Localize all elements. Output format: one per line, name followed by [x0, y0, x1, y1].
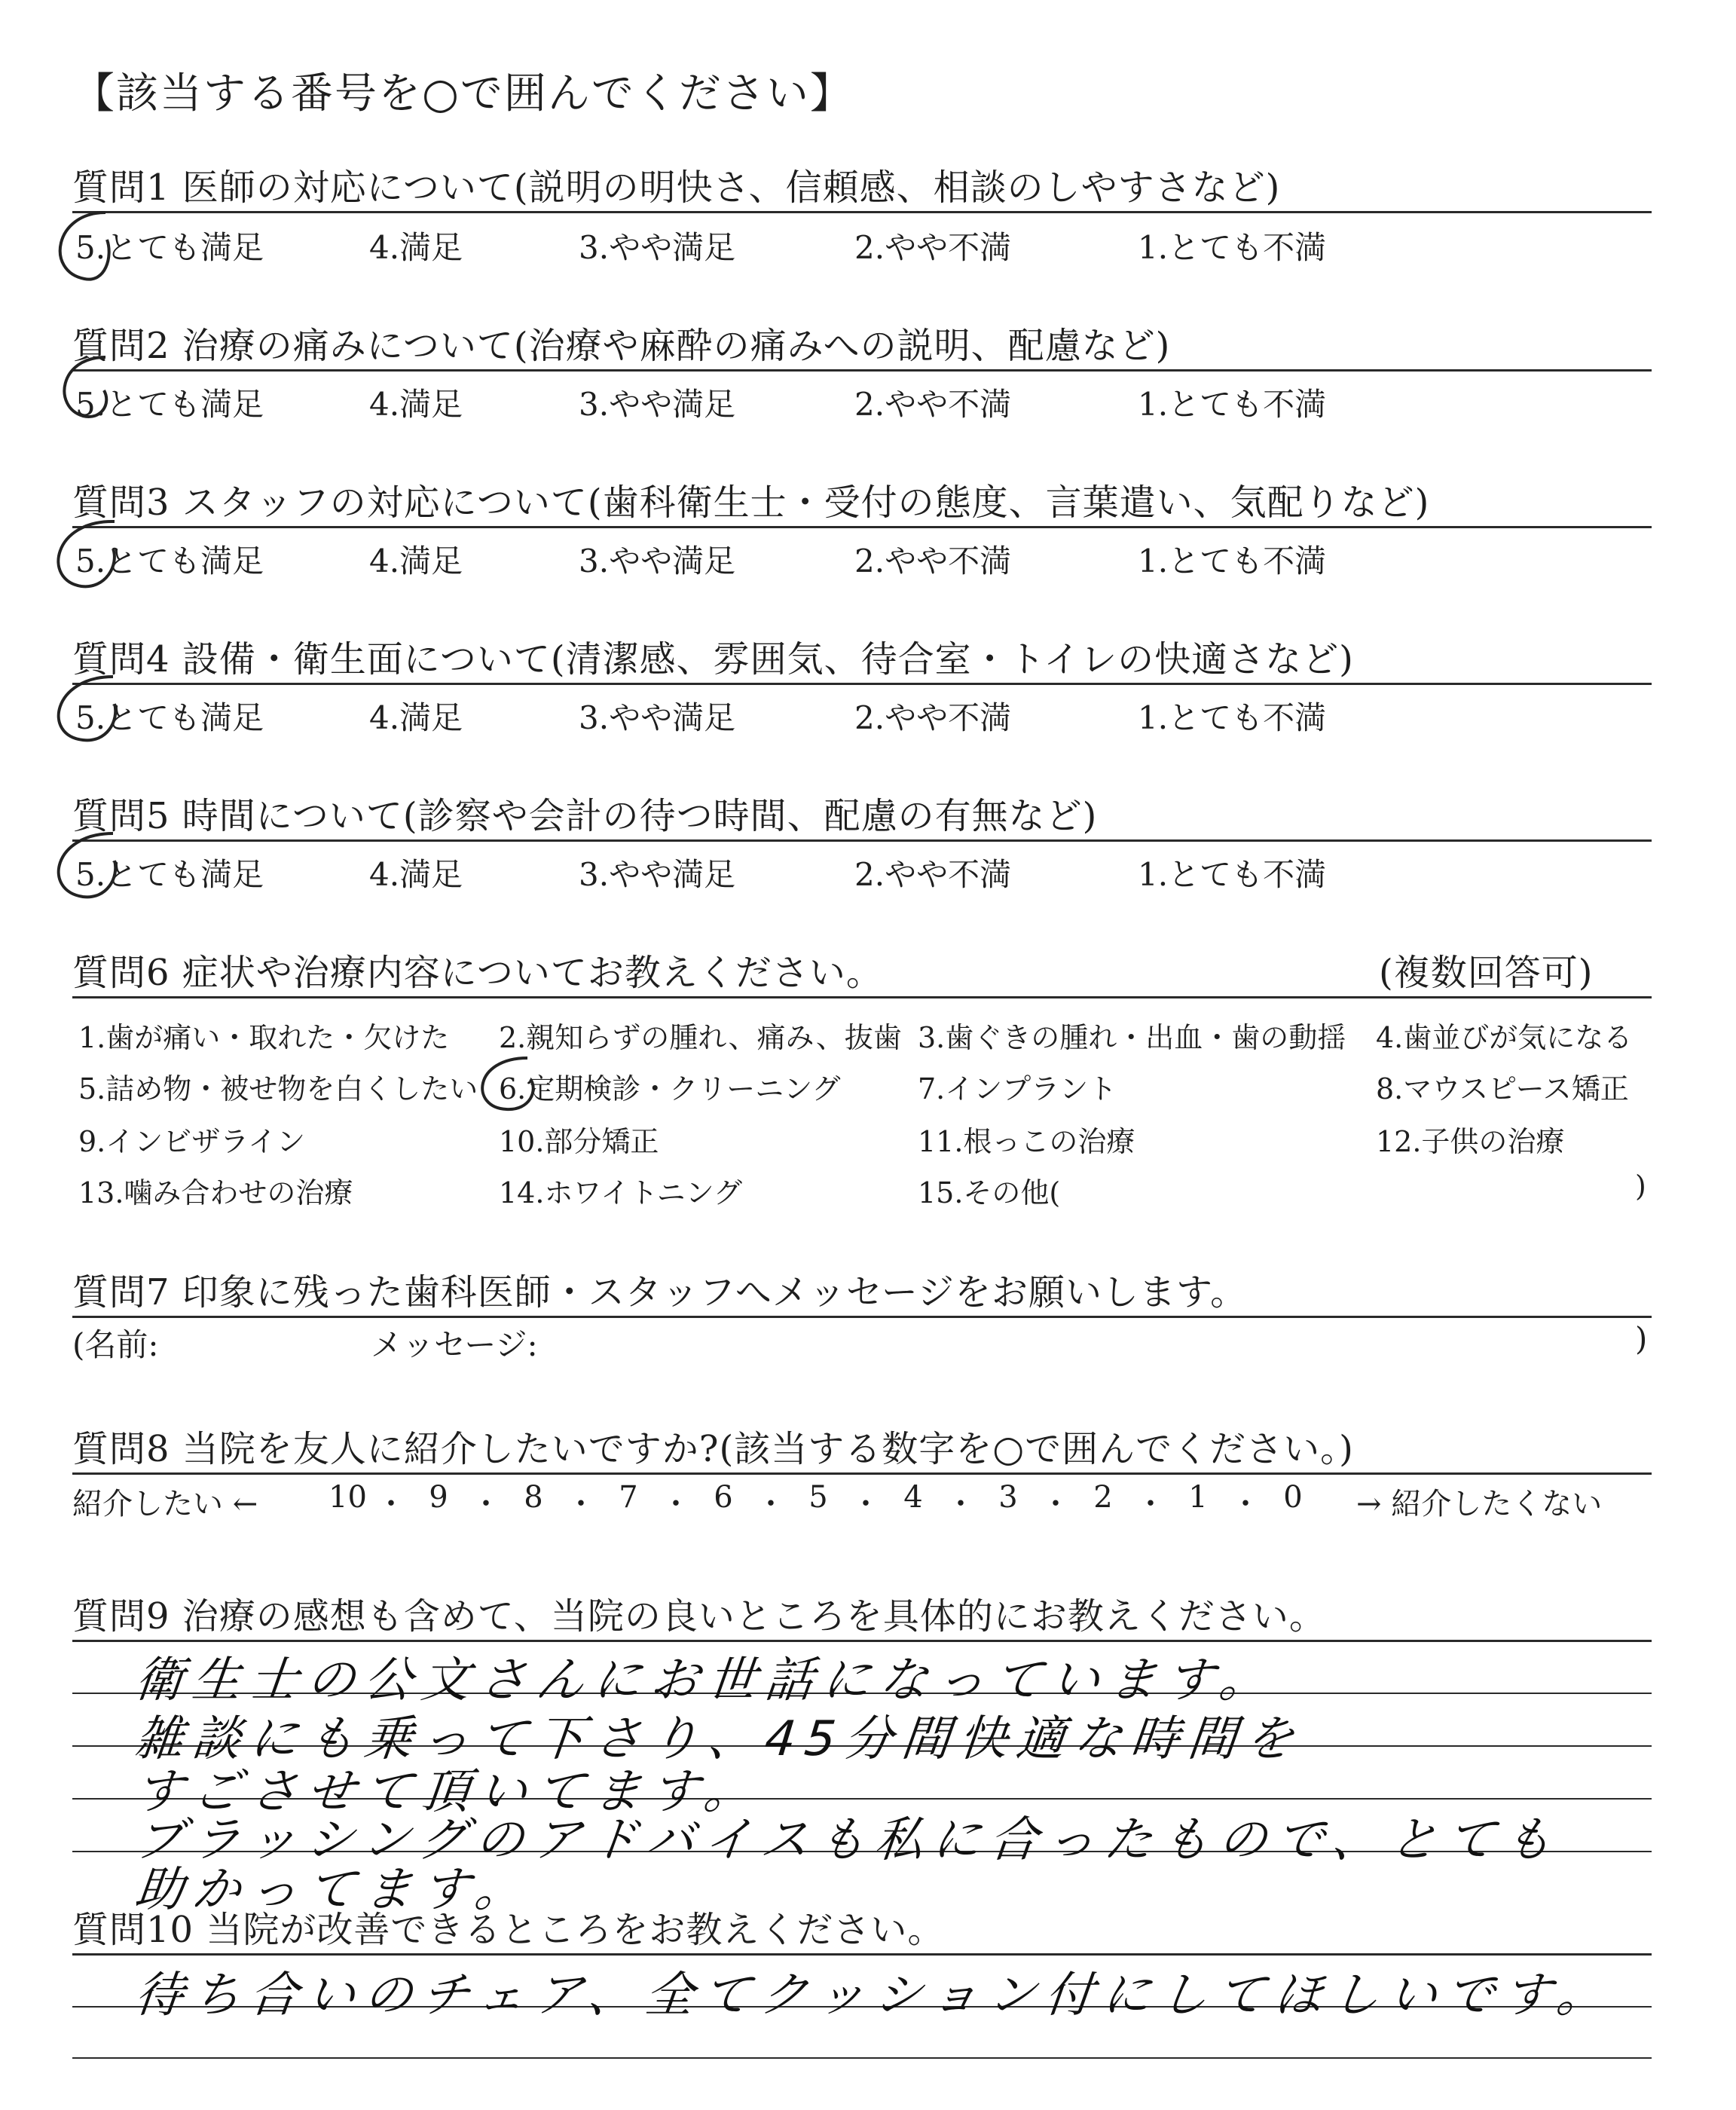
q8-scale-value-10[interactable]: 10: [329, 1480, 367, 1515]
q8-left-label: 紹介したい ←: [72, 1487, 258, 1521]
question-10-title: 質問10 当院が改善できるところをお教えください。: [72, 1909, 945, 1951]
q8-scale-value-6[interactable]: 6: [714, 1480, 733, 1515]
q8-scale-value-0[interactable]: 0: [1283, 1480, 1303, 1515]
q8-scale-value-8[interactable]: 8: [524, 1480, 543, 1515]
q8-scale-value-2[interactable]: 2: [1093, 1480, 1113, 1515]
q1-option-1[interactable]: 1.とても不満: [1138, 229, 1327, 266]
q6-option-14[interactable]: 14.ホワイトニング: [499, 1176, 743, 1209]
q7-close-paren: ): [1635, 1320, 1648, 1357]
q6-option-15[interactable]: 15.その他(: [918, 1176, 1061, 1209]
q6-option-15-close: ): [1635, 1170, 1646, 1203]
q3-option-4[interactable]: 4.満足: [369, 543, 463, 579]
question-3-rule: [72, 526, 1652, 528]
q8-scale-separator: ・: [756, 1487, 786, 1521]
q5-option-1[interactable]: 1.とても不満: [1138, 856, 1327, 893]
q6-option-10[interactable]: 10.部分矯正: [499, 1125, 659, 1158]
q6-option-8[interactable]: 8.マウスピース矯正: [1376, 1072, 1629, 1105]
q8-right-label: → 紹介したくない: [1356, 1487, 1603, 1521]
q8-scale-separator: ・: [661, 1487, 691, 1521]
q2-option-4[interactable]: 4.満足: [369, 386, 463, 423]
q4-option-3[interactable]: 3.やや満足: [579, 699, 736, 736]
q8-scale-separator: ・: [566, 1487, 596, 1521]
q8-scale-separator: ・: [946, 1487, 976, 1521]
q6-option-2[interactable]: 2.親知らずの腫れ、痛み、抜歯: [499, 1021, 902, 1054]
q5-option-3[interactable]: 3.やや満足: [579, 856, 736, 893]
q5-option-2[interactable]: 2.やや不満: [854, 856, 1012, 893]
question-4-title: 質問4 設備・衛生面について(清潔感、雰囲気、待合室・トイレの快適さなど): [72, 638, 1354, 680]
page-heading: 【該当する番号を○で囲んでください】: [72, 69, 854, 118]
q3-option-3[interactable]: 3.やや満足: [579, 543, 736, 579]
question-6-note: (複数回答可): [1379, 952, 1594, 994]
q1-option-3[interactable]: 3.やや満足: [579, 229, 736, 266]
q7-name-label[interactable]: (名前:: [72, 1326, 159, 1363]
q6-option-6[interactable]: 6.定期検診・クリーニング: [499, 1072, 841, 1105]
question-5-rule: [72, 839, 1652, 842]
answer-line: [72, 2057, 1652, 2059]
q4-option-5[interactable]: 5.とても満足: [75, 699, 264, 736]
q8-scale-separator: ・: [1135, 1487, 1166, 1521]
q6-option-7[interactable]: 7.インプラント: [918, 1072, 1117, 1105]
question-6-title: 質問6 症状や治療内容についてお教えください。: [72, 952, 883, 994]
question-6-rule: [72, 996, 1652, 998]
q8-scale-separator: ・: [851, 1487, 881, 1521]
question-10-rule: [72, 1953, 1652, 1956]
q8-scale-value-4[interactable]: 4: [903, 1480, 923, 1515]
q10-answer-line-1[interactable]: 待ち合いのチェア、全てクッション付にしてほしいです。: [132, 1968, 1617, 2023]
question-8-rule: [72, 1472, 1652, 1475]
question-4-rule: [72, 683, 1652, 685]
q8-scale-separator: ・: [1041, 1487, 1071, 1521]
q7-message-label[interactable]: メッセージ:: [371, 1326, 538, 1363]
q6-option-4[interactable]: 4.歯並びが気になる: [1376, 1021, 1633, 1054]
q2-option-1[interactable]: 1.とても不満: [1138, 386, 1327, 423]
q4-option-2[interactable]: 2.やや不満: [854, 699, 1012, 736]
question-1-title: 質問1 医師の対応について(説明の明快さ、信頼感、相談のしやすさなど): [72, 167, 1281, 209]
question-2-title: 質問2 治療の痛みについて(治療や麻酔の痛みへの説明、配慮など): [72, 325, 1171, 367]
q6-option-1[interactable]: 1.歯が痛い・取れた・欠けた: [78, 1021, 450, 1054]
q1-option-2[interactable]: 2.やや不満: [854, 229, 1012, 266]
q8-scale-separator: ・: [376, 1487, 406, 1521]
q4-option-4[interactable]: 4.満足: [369, 699, 463, 736]
q6-option-5[interactable]: 5.詰め物・被せ物を白くしたい: [78, 1072, 478, 1105]
q2-option-3[interactable]: 3.やや満足: [579, 386, 736, 423]
q9-answer-line-1[interactable]: 衛生士の公文さんにお世話になっています。: [132, 1653, 1280, 1708]
question-3-title: 質問3 スタッフの対応について(歯科衛生士・受付の態度、言葉遣い、気配りなど): [72, 482, 1430, 524]
q6-option-3[interactable]: 3.歯ぐきの腫れ・出血・歯の動揺: [918, 1021, 1346, 1054]
q6-option-13[interactable]: 13.噛み合わせの治療: [78, 1176, 353, 1209]
q6-option-9[interactable]: 9.インビザライン: [78, 1125, 306, 1158]
q8-scale-value-3[interactable]: 3: [998, 1480, 1018, 1515]
q2-option-2[interactable]: 2.やや不満: [854, 386, 1012, 423]
q8-scale-value-5[interactable]: 5: [808, 1480, 828, 1515]
q1-option-4[interactable]: 4.満足: [369, 229, 463, 266]
question-5-title: 質問5 時間について(診察や会計の待つ時間、配慮の有無など): [72, 795, 1098, 837]
q1-option-5[interactable]: 5.とても満足: [75, 229, 264, 266]
q8-scale-value-1[interactable]: 1: [1188, 1480, 1208, 1515]
question-8-title: 質問8 当院を友人に紹介したいですか?(該当する数字を○で囲んでください。): [72, 1428, 1354, 1470]
q6-option-11[interactable]: 11.根っこの治療: [918, 1125, 1135, 1158]
q8-scale-separator: ・: [1230, 1487, 1261, 1521]
q3-option-2[interactable]: 2.やや不満: [854, 543, 1012, 579]
q5-option-4[interactable]: 4.満足: [369, 856, 463, 893]
q9-answer-line-3[interactable]: すごさせて頂いてます。: [132, 1764, 765, 1820]
question-7-title: 質問7 印象に残った歯科医師・スタッフへメッセージをお願いします。: [72, 1271, 1248, 1313]
question-1-rule: [72, 211, 1652, 213]
q8-scale-value-7[interactable]: 7: [619, 1480, 638, 1515]
q3-option-1[interactable]: 1.とても不満: [1138, 543, 1327, 579]
question-9-title: 質問9 治療の感想も含めて、当院の良いところを具体的にお教えください。: [72, 1595, 1326, 1638]
q5-option-5[interactable]: 5.とても満足: [75, 856, 264, 893]
question-7-rule: [72, 1316, 1652, 1318]
q8-scale-separator: ・: [471, 1487, 501, 1521]
q8-scale-value-9[interactable]: 9: [429, 1480, 448, 1515]
q2-option-5[interactable]: 5.とても満足: [75, 386, 264, 423]
q4-option-1[interactable]: 1.とても不満: [1138, 699, 1327, 736]
q6-option-12[interactable]: 12.子供の治療: [1376, 1125, 1565, 1158]
q9-answer-line-4[interactable]: ブラッシングのアドバイスも私に合ったもので、とても: [132, 1812, 1564, 1868]
q3-option-5[interactable]: 5.とても満足: [75, 543, 264, 579]
q9-answer-line-2[interactable]: 雑談にも乗って下さり、45分間快適な時間を: [132, 1711, 1306, 1767]
question-2-rule: [72, 369, 1652, 372]
q9-answer-line-5[interactable]: 助かってます。: [132, 1862, 536, 1918]
